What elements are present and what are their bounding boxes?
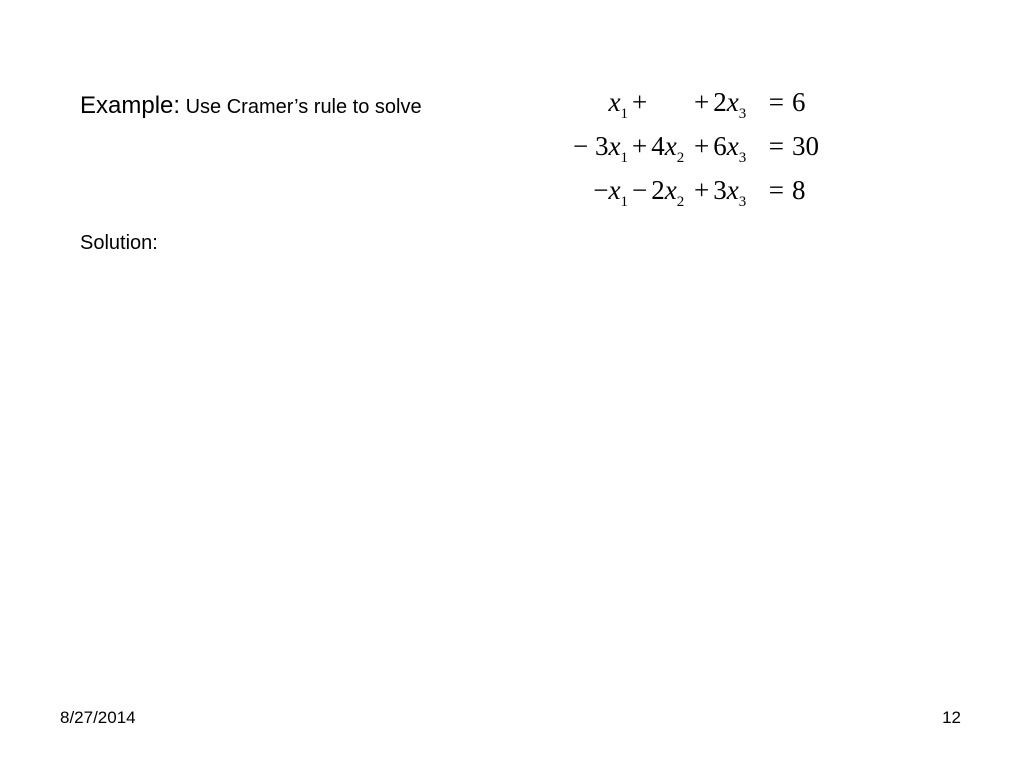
equals-sign: = — [768, 130, 784, 161]
term-2: + $4x_2$ — [632, 130, 685, 166]
solution-label: Solution: — [80, 232, 158, 254]
equation-row-2 — [528, 124, 844, 168]
equation-row-1 — [528, 80, 844, 124]
term-1: $-x_1$ — [593, 174, 628, 210]
equation-row-3 — [528, 168, 844, 212]
term-3: + $3x_3$ — [694, 174, 747, 210]
term-2: − $2x_2$ — [632, 174, 685, 210]
equation-system — [528, 80, 844, 212]
term-1: $x_1$ — [608, 86, 628, 122]
footer-date: 8/27/2014 — [60, 708, 136, 727]
rhs-value: 6 — [792, 86, 806, 117]
term-1: − $3x_1$ — [573, 130, 628, 166]
example-prompt — [80, 92, 422, 120]
equals-sign: = — [768, 86, 784, 117]
rhs-value: 8 — [792, 174, 806, 205]
slide-number: 12 — [942, 708, 961, 727]
term-3: + $6x_3$ — [694, 130, 747, 166]
example-label: Example: — [80, 92, 181, 119]
rhs-value: 30 — [792, 130, 819, 161]
term-3: + $2x_3$ — [694, 86, 747, 122]
equals-sign: = — [768, 174, 784, 205]
term-2: + — [632, 86, 648, 117]
example-instruction: Use Cramer’s rule to solve — [180, 96, 422, 118]
